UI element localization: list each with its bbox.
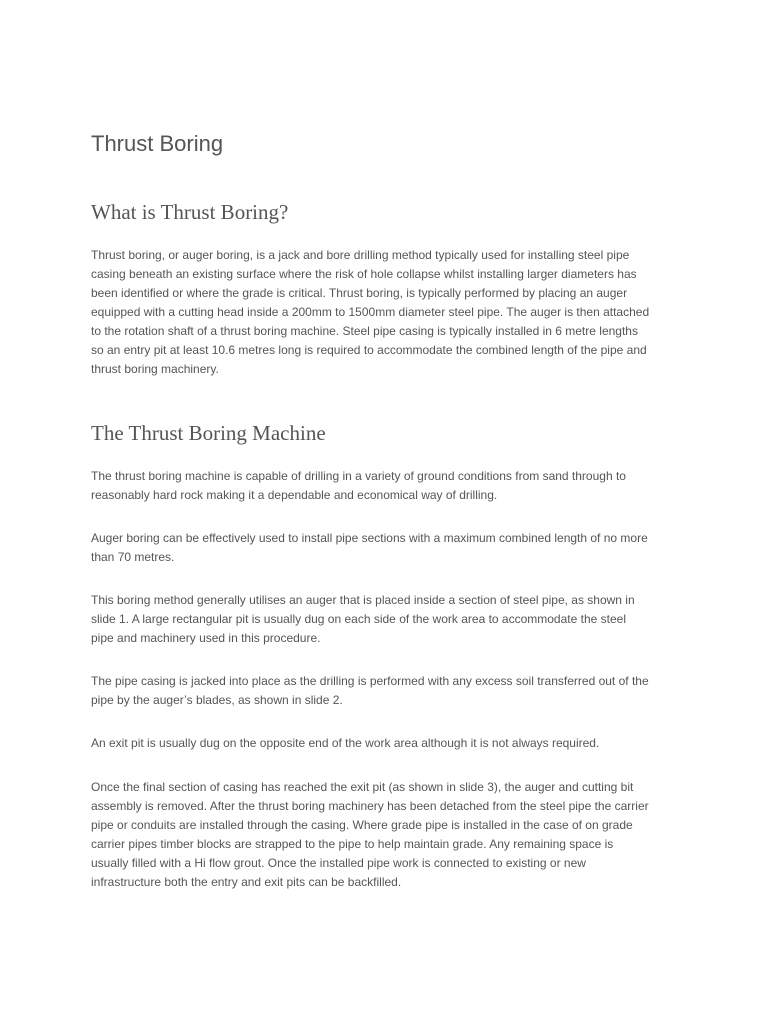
paragraph-final-section [91, 778, 691, 892]
text-line: carrier pipes timber blocks are strapped to the pipe to help maintain grade. Any remaining space is [91, 837, 614, 851]
text-line: infrastructure both the entry and exit pits can be backfilled. [91, 875, 402, 889]
text-line: pipe by the auger’s blades, as shown in slide 2. [91, 693, 343, 707]
paragraph-pipe-casing-jacking [91, 672, 691, 710]
section-heading-what-is-thrust-boring: What is Thrust Boring? [91, 200, 289, 224]
text-line: The pipe casing is jacked into place as the drilling is performed with any excess soil transferred out of the [91, 674, 649, 688]
paragraph-thrust-boring-definition [91, 246, 691, 379]
page-title: Thrust Boring [91, 131, 224, 156]
text-line: pipe or conduits are installed through the casing. Where grade pipe is installed in the case of on grade [91, 818, 633, 832]
text-line: so an entry pit at least 10.6 metres long is required to accommodate the combined length of the pipe and [91, 343, 647, 357]
text-line: slide 1. A large rectangular pit is usually dug on each side of the work area to accommodate the steel [91, 612, 626, 626]
paragraph-machine-capability [91, 467, 691, 505]
text-line: than 70 metres. [91, 550, 175, 564]
text-line: assembly is removed. After the thrust boring machinery has been detached from the steel pipe the carrier [91, 799, 649, 813]
text-line: An exit pit is usually dug on the opposite end of the work area although it is not always required. [91, 736, 600, 750]
text-line: casing beneath an existing surface where the risk of hole collapse whilst installing larger diameters has [91, 267, 637, 281]
paragraph-maximum-length [91, 529, 691, 567]
paragraph-exit-pit [91, 734, 691, 753]
text-line: Once the final section of casing has reached the exit pit (as shown in slide 3), the auger and cutting bit [91, 780, 634, 794]
text-line: been identified or where the grade is critical. Thrust boring, is typically performed by placing an auger [91, 286, 628, 300]
text-line: thrust boring machinery. [91, 362, 219, 376]
text-line: reasonably hard rock making it a dependable and economical way of drilling. [91, 488, 498, 502]
text-line: pipe and machinery used in this procedure. [91, 631, 321, 645]
text-line: Thrust boring, or auger boring, is a jack and bore drilling method typically used for installing steel pipe [91, 248, 630, 262]
paragraph-boring-method [91, 591, 691, 648]
text-line: The thrust boring machine is capable of drilling in a variety of ground conditions from sand through to [91, 469, 626, 483]
text-line: to the rotation shaft of a thrust boring machine. Steel pipe casing is typically installed in 6 metre lengths [91, 324, 638, 338]
text-line: Auger boring can be effectively used to install pipe sections with a maximum combined length of no more [91, 531, 648, 545]
section-heading-thrust-boring-machine: The Thrust Boring Machine [91, 421, 326, 445]
text-line: equipped with a cutting head inside a 200mm to 1500mm diameter steel pipe. The auger is then attached [91, 305, 650, 319]
text-line: usually filled with a Hi flow grout. Once the installed pipe work is connected to existing or new [91, 856, 586, 870]
text-line: This boring method generally utilises an auger that is placed inside a section of steel pipe, as shown in [91, 593, 635, 607]
